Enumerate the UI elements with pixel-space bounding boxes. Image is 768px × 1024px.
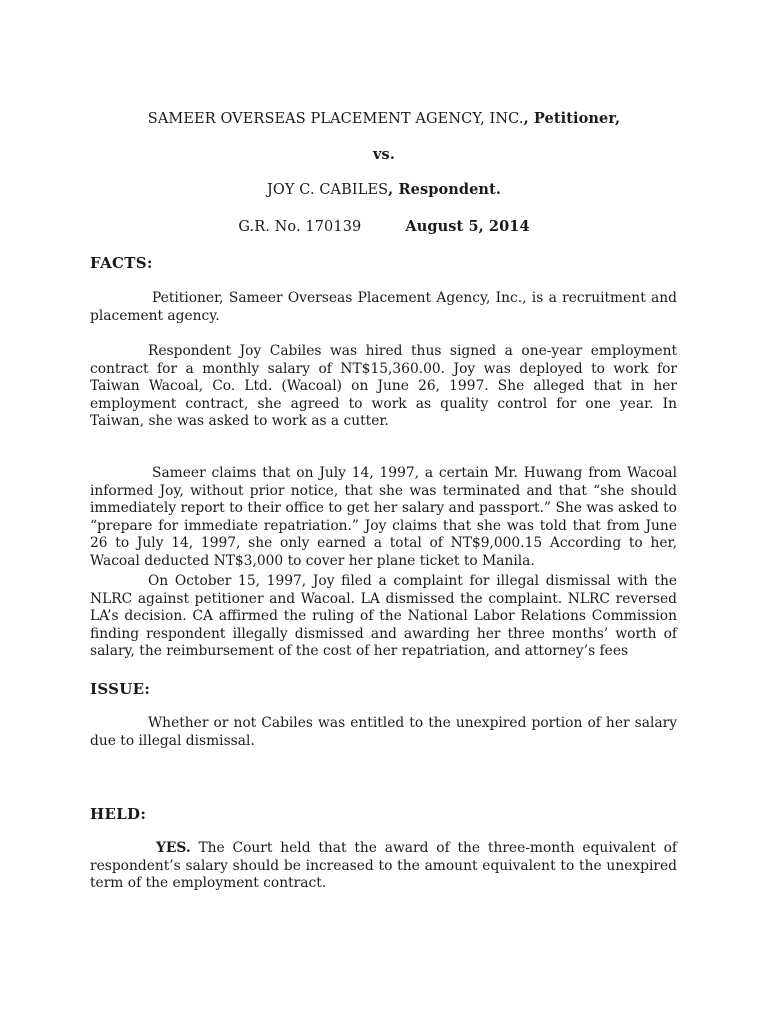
decision-date: August 5, 2014 (405, 218, 530, 235)
respondent-label: , Respondent. (388, 181, 502, 198)
issue-heading: ISSUE: (90, 680, 151, 698)
respondent-name: JOY C. CABILES (266, 182, 389, 198)
facts-paragraph-4: On October 15, 1997, Joy filed a complaint for illegal dismissal with the NLRC against petitioner and Wacoal. LA dismissed the complaint. NLRC reversed LA’s decision. CA affirmed the ruling of the National Labor Relations Commission finding respondent illegally dismissed and awarding her three months’ worth of salary, the reimbursement of the cost of her repatriation, and attorney’s fees (90, 573, 677, 660)
held-paragraph (90, 840, 677, 893)
held-text: The Court held that the award of the three-month equivalent of respondent’s salary should be increased to the amount equivalent to the unexpired term of the employment contract. (90, 840, 677, 892)
versus-line: vs. (373, 146, 395, 163)
case-number-line (0, 218, 768, 235)
petitioner-name: SAMEER OVERSEAS PLACEMENT AGENCY, INC. (147, 111, 524, 127)
petitioner-label: , Petitioner, (523, 110, 621, 127)
held-answer: YES. (156, 840, 191, 856)
facts-paragraph-1: Petitioner, Sameer Overseas Placement Agency, Inc., is a recruitment and placement agency. (90, 290, 677, 324)
facts-heading: FACTS: (90, 254, 153, 272)
facts-paragraph-3: Sameer claims that on July 14, 1997, a certain Mr. Huwang from Wacoal informed Joy, without prior notice, that she was terminated and that “she should immediately report to their office to get her salary and passport.” She was asked to “prepare for immediate repatriation.” Joy claims that she was told that from June 26 to July 14, 1997, she only earned a total of NT$9,000.15 According to her, Wacoal deducted NT$3,000 to cover her plane ticket to Manila. (90, 465, 677, 569)
case-title (0, 110, 768, 127)
issue-paragraph: Whether or not Cabiles was entitled to the unexpired portion of her salary due to illegal dismissal. (90, 715, 677, 749)
held-heading: HELD: (90, 805, 147, 823)
respondent-line (0, 181, 768, 198)
facts-paragraph-2: Respondent Joy Cabiles was hired thus signed a one-year employment contract for a monthly salary of NT$15,360.00. Joy was deployed to work for Taiwan Wacoal, Co. Ltd. (Wacoal) on June 26, 1997. She alleged that in her employment contract, she agreed to work as quality control for one year. In Taiwan, she was asked to work as a cutter. (90, 343, 677, 430)
gr-number: G.R. No. 170139 (238, 219, 362, 235)
